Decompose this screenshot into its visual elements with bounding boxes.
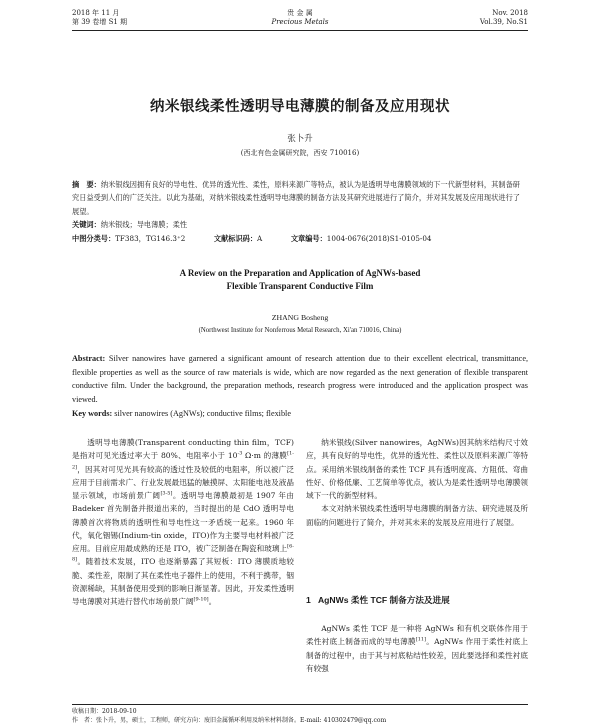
text-run: 。透明导电薄膜最初是 1907 年由 Badeker 首先制备并报道出来的，当时提出的是 CdO 透明导电薄膜首次将物质的透明性和导电性这一矛盾统一起来。1960 年代，氧化铟锡(Indium-tin oxide，ITO)作为主要导电材料被广泛应用。目前应用最成熟的还是 ITO，被广泛制备在陶瓷和玻璃上 xyxy=(72,491,295,553)
keywords-cn-text: 纳米银线；导电薄膜；柔性 xyxy=(100,220,188,230)
paper-title-en xyxy=(0,267,600,292)
text-run: 。 xyxy=(208,597,217,606)
author-en: ZHANG Bosheng xyxy=(271,313,329,322)
keywords-cn-label: 关键词： xyxy=(72,220,101,230)
intro-paragraph xyxy=(72,436,294,608)
abstract-cn-body xyxy=(72,178,520,218)
text-run: 透明导电薄膜(Transparent conducting thin film，TCF)是指对可见光透过率大于 80%、电阻率小于 10 xyxy=(72,438,294,461)
author-note-label: 作 者： xyxy=(72,717,97,724)
citation: [1-2] xyxy=(72,450,294,470)
abstract-en-label: Abstract: xyxy=(72,354,106,363)
section-number: 1 xyxy=(306,595,311,605)
section-1-body xyxy=(306,622,528,675)
superscript: -3 xyxy=(237,450,243,457)
keywords-cn xyxy=(72,218,520,231)
text-run: 。随着技术发展，ITO 也逐渐暴露了其短板：ITO 薄膜质地较脆、柔性差，限制了其在柔性电子器件上的使用，不利于携带，铟资源稀缺，其制备使用受到的影响日渐显著。因此，开发柔性透明导电薄膜对其进行替代市场前景广阔 xyxy=(72,557,294,606)
header-date-cn: 2018 年 11 月 xyxy=(72,9,120,17)
article-no-value: 1004-0676(2018)S1-0105-04 xyxy=(326,233,432,243)
header-journal-cn: 贵 金 属 xyxy=(287,9,313,17)
citation: [9-10] xyxy=(193,596,209,603)
keywords-en xyxy=(72,407,528,421)
text-run: AgNWs 柔性 TCF 是一种将 AgNWs 和有机交联体作用于柔性衬底上制备而成的导电薄膜 xyxy=(306,624,528,647)
citation: [11] xyxy=(415,636,427,643)
author-cn: 张卜升 xyxy=(287,134,313,144)
author-note xyxy=(72,716,528,725)
section-title: AgNWs 柔性 TCF 制备方法及进展 xyxy=(317,595,450,605)
keywords-en-text: silver nanowires (AgNWs); conductive films; flexible xyxy=(114,408,291,418)
header-right xyxy=(480,9,528,27)
footnote-rule xyxy=(72,704,528,705)
keywords-en-label: Key words: xyxy=(72,408,113,418)
affiliation-cn: (西北有色金属研究院，西安 710016) xyxy=(240,149,360,157)
scope-paragraph: 本文对纳米银线柔性透明导电薄膜的制备方法、研究进展及所面临的问题进行了简介，并对其未来的发展及应用进行了展望。 xyxy=(306,504,528,527)
abstract-cn-text: 纳米银线因拥有良好的导电性、优异的透光性、柔性，原料来源广等特点，被认为是透明导电薄膜领域的下一代新型材料，其制备研究日益受到人们的广泛关注。以此为基础，对纳米银线柔性透明导电薄膜的制备方法及其研究进展进行了简介，并对其发展及应用现状进行了展望。 xyxy=(72,180,520,216)
body-left-column xyxy=(72,436,294,608)
header-date-en: Nov. 2018 xyxy=(492,9,528,17)
paper-title-cn: 纳米银线柔性透明导电薄膜的制备及应用现状 xyxy=(150,98,450,115)
paper-title-en-line2: Flexible Transparent Conductive Film xyxy=(226,280,374,291)
received-date: 收稿日期：2018-09-10 xyxy=(72,708,137,715)
section-heading-1 xyxy=(306,594,450,606)
doc-code-value: A xyxy=(257,233,263,243)
clc-value: TF383，TG146.3⁺2 xyxy=(115,233,186,243)
header-rule xyxy=(72,30,528,31)
affiliation-en: (Northwest Institute for Nonferrous Metal Research, Xi'an 710016, China) xyxy=(198,327,402,334)
doc-code-label: 文献标识码： xyxy=(213,233,258,243)
clc-label: 中图分类号： xyxy=(72,233,116,243)
paper-title-en-line1: A Review on the Preparation and Application of AgNWs-based xyxy=(179,268,421,278)
header-journal-en: Precious Metals xyxy=(271,18,329,26)
abstract-en xyxy=(72,352,528,421)
text-run: 。AgNWs 作用于柔性衬底上制备的过程中，由于其与衬底粘结性较差，因此要选择和柔性衬底有较强 xyxy=(306,637,528,673)
text-run: Ω·m 的薄膜 xyxy=(242,451,288,461)
abstract-cn xyxy=(72,178,520,245)
body-right-column xyxy=(306,436,528,529)
method-paragraph xyxy=(306,622,528,675)
agnws-paragraph: 纳米银线(Silver nanowires，AgNWs)因其纳米结构尺寸效应，具有良好的导电性，优异的透光性、柔性以及原料来源广等特点。采用纳米银线制备的柔性 TCF 具有透明度高、方阻低、弯曲性好、价格低廉、工艺简单等优点，被认为是柔性透明导电薄膜领域下一代的新型材料。 xyxy=(306,438,528,500)
classification-line xyxy=(72,232,520,245)
citation: [3-5] xyxy=(160,490,173,497)
abstract-en-text: Silver nanowires have garnered a significant amount of research attention due to their excellent electrical, transmittance, flexible properties as well as the source of raw materials is wide, which are now regarded as the next generation of flexible transparent conductive film. Under the background, the preparation methods, research progress were introduced and the application prospect was viewed. xyxy=(72,354,529,405)
header-volume-en: Vol.39, No.S1 xyxy=(479,18,528,26)
text-run: ，因其对可见光具有较高的透过性及较低的电阻率，所以被广泛应用于目前需求广、行业发展最迅猛的触摸屏、太阳能电池及液晶显示领域，市场前景广阔 xyxy=(72,464,294,500)
article-no-label: 文章编号： xyxy=(290,233,327,243)
header-volume-cn: 第 39 卷增 S1 期 xyxy=(72,18,128,26)
abstract-en-body xyxy=(72,352,528,407)
abstract-cn-label: 摘 要： xyxy=(72,180,101,189)
footnote xyxy=(72,707,528,725)
author-note-text: 张卜升，男，硕士，工程师，研究方向：废旧金属循环利用及纳米材料制备。E-mail: 410302479@qq.com xyxy=(96,717,387,724)
citation: [6-8] xyxy=(72,543,294,563)
